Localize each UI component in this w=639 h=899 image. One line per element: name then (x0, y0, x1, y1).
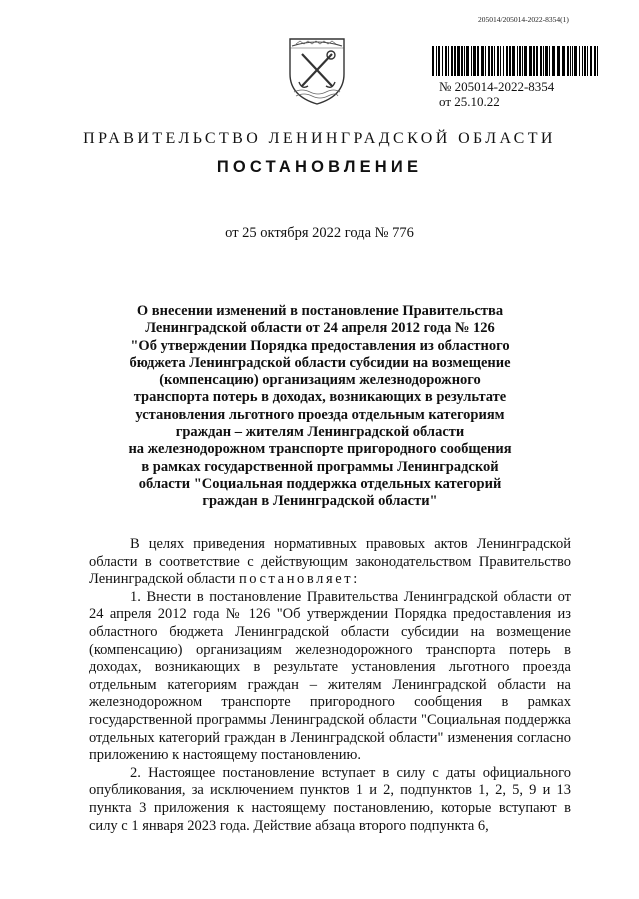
registration-number: № 205014-2022-8354 (439, 79, 555, 94)
barcode-bar (540, 46, 542, 76)
barcode-bar (524, 46, 527, 76)
barcode-bar (533, 46, 535, 76)
barcode-bar (457, 46, 460, 76)
document-type-title: ПОСТАНОВЛЕНИЕ (216, 158, 423, 176)
barcode-bar (519, 46, 521, 76)
barcode-bar (473, 46, 476, 76)
barcode-bar (436, 46, 437, 76)
barcode-bar (451, 46, 453, 76)
subject-line: бюджета Ленинградской области субсидии на возмещение (129, 354, 511, 371)
barcode-bar (570, 46, 571, 76)
subject-line: Ленинградской области от 24 апреля 2012 года № 126 (145, 320, 495, 337)
subject-line: установления льготного проезда отдельным категориям (135, 406, 505, 423)
barcode-bar (552, 46, 555, 76)
barcode-bar (509, 46, 511, 76)
barcode-bar (494, 46, 495, 76)
subject-line: граждан – жителям Ленинградской области (175, 424, 465, 441)
intro-paragraph (89, 536, 571, 589)
barcode-icon (432, 46, 600, 76)
subject-line: граждан в Ленинградской области" (202, 493, 438, 510)
barcode-bar (545, 46, 548, 76)
barcode-bar (461, 46, 463, 76)
barcode-bar (448, 46, 449, 76)
barcode-bar (512, 46, 515, 76)
resolves-word: постановляет: (238, 571, 360, 588)
barcode-bar (471, 46, 472, 76)
barcode-bar (562, 46, 565, 76)
barcode-bar (445, 46, 447, 76)
barcode-bar (506, 46, 508, 76)
government-title: ПРАВИТЕЛЬСТВО ЛЕНИНГРАДСКОЙ ОБЛАСТИ (83, 130, 556, 147)
barcode-bar (549, 46, 550, 76)
barcode-bar (497, 46, 499, 76)
barcode-bar (491, 46, 493, 76)
barcode-bar (567, 46, 569, 76)
barcode-bar (536, 46, 538, 76)
barcode-bar (543, 46, 544, 76)
barcode-bar (477, 46, 479, 76)
barcode-bar (522, 46, 523, 76)
barcode-bar (488, 46, 490, 76)
barcode-bar (481, 46, 484, 76)
subject-line: области "Социальная поддержка отдельных категорий (138, 475, 502, 492)
intro-text: В целях приведения нормативных правовых актов Ленинградской области в соответствие с действующим законодательством Правительство Ленинградской области (89, 536, 571, 588)
barcode-bar (500, 46, 501, 76)
decree-date-number: от 25 октября 2022 года № 776 (225, 225, 414, 241)
barcode-bar (584, 46, 586, 76)
barcode-bar (466, 46, 469, 76)
barcode-bar (432, 46, 434, 76)
barcode-bar (572, 46, 573, 76)
barcode-bar (485, 46, 486, 76)
barcode-bar (579, 46, 580, 76)
subject-line: транспорта потерь в доходах, возникающих в результате (133, 389, 507, 406)
barcode-bar (454, 46, 456, 76)
barcode-bar (557, 46, 560, 76)
subject-line: "Об утверждении Порядка предоставления из областного (130, 337, 510, 354)
barcode-bar (438, 46, 440, 76)
registration-date: от 25.10.22 (439, 94, 500, 109)
barcode-bar (594, 46, 596, 76)
barcode-bar (464, 46, 465, 76)
coat-of-arms-icon (286, 36, 348, 106)
document-reference: 205014/205014-2022-8354(1) (478, 15, 569, 24)
barcode-bar (587, 46, 588, 76)
subject-line: (компенсацию) организациям железнодорожного (159, 372, 481, 389)
subject-line: О внесении изменений в постановление Правительства (136, 303, 504, 319)
barcode-bar (590, 46, 592, 76)
decree-body (89, 536, 571, 835)
decree-subject (110, 303, 530, 511)
barcode-bar (442, 46, 443, 76)
subject-line: на железнодорожном транспорте пригородного сообщения (128, 441, 512, 458)
barcode-bar (574, 46, 577, 76)
barcode-bar (582, 46, 583, 76)
barcode-bar (597, 46, 598, 76)
barcode-bar (517, 46, 518, 76)
barcode-bar (503, 46, 504, 76)
subject-line: в рамках государственной программы Ленинградской (141, 458, 499, 475)
barcode-bar (529, 46, 532, 76)
paragraph-2: 2. Настоящее постановление вступает в силу с даты официального опубликования, за исключением пунктов 1 и 2, подпунктов 1, 2, 5, 9 и 13 пункта 3 приложения к настоящему постановлению, которые вступают в силу с 1 января 2023 года. Действие абзаца второго подпункта 6, (89, 764, 571, 834)
paragraph-1: 1. Внести в постановление Правительства Ленинградской области от 24 апреля 2012 года № 126 "Об утверждении Порядка предоставления из областного бюджета Ленинградской области субсидии на возмещение (компенсацию) организациям железнодорожного транспорта потерь в доходах, возникающих в результате установления льготного проезда отдельным категориям граждан – жителям Ленинградской области на железнодорожном транспорте пригородного сообщения в рамках государственной программы Ленинградской области "Социальная поддержка отдельных категорий граждан в Ленинградской области" изменения согласно приложению к настоящему постановлению. (89, 588, 571, 764)
